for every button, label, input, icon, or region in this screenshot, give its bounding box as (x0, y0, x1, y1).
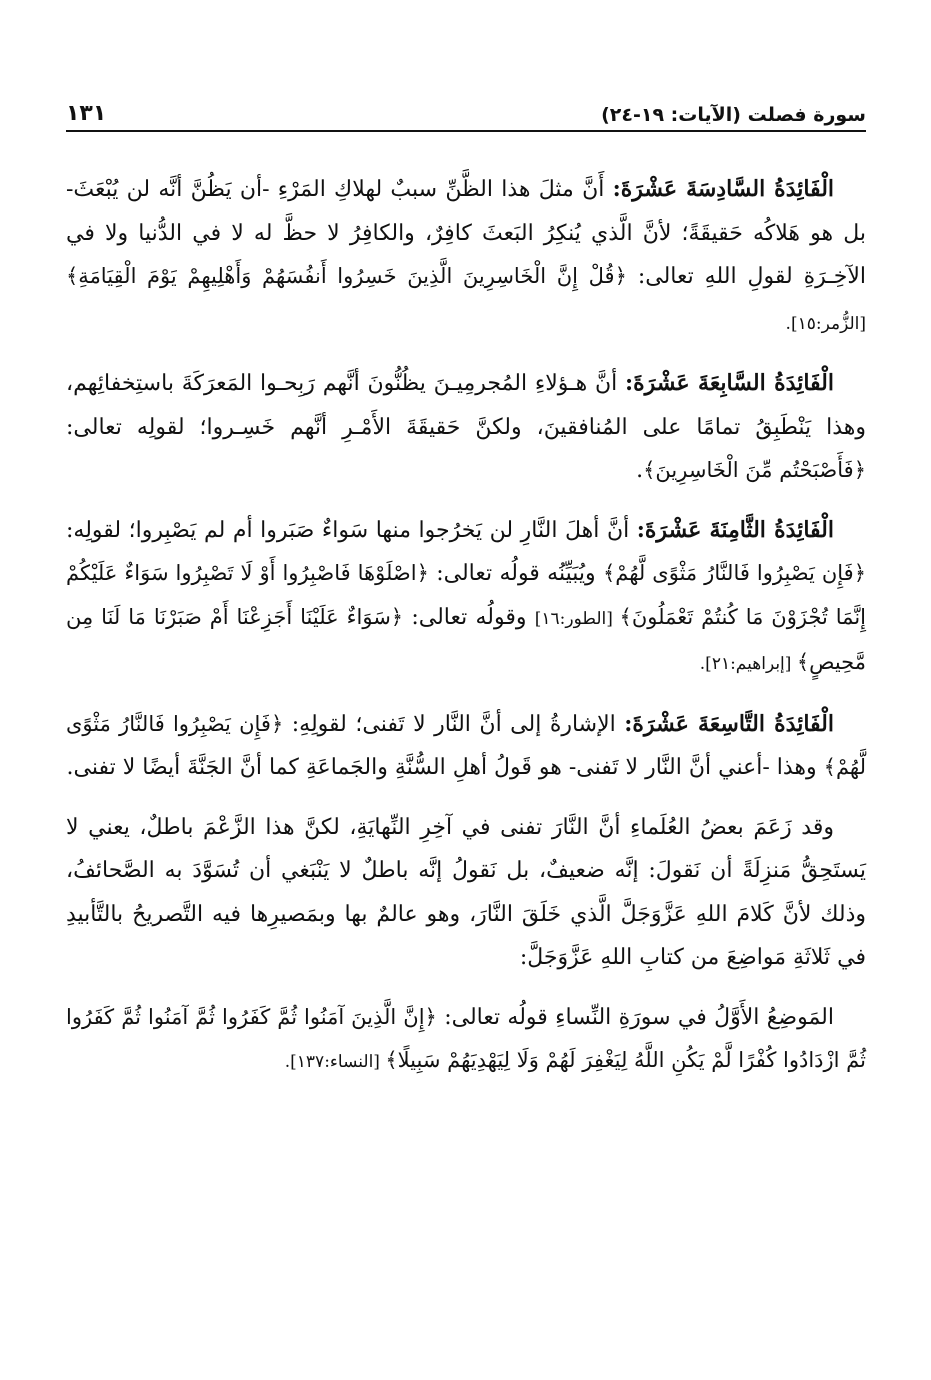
benefit-18-reference-2: [إبراهيم:٢١]. (699, 654, 797, 674)
paragraph-benefit-17 (66, 362, 866, 493)
first-place-quran: ﴿إِنَّ الَّذِينَ آمَنُوا ثُمَّ كَفَرُوا ثُمَّ آمَنُوا ثُمَّ كَفَرُوا ثُمَّ ازْدَادُوا كُفْرًا لَّمْ يَكُنِ اللَّهُ لِيَغْفِرَ لَهُمْ وَلَا لِيَهْدِيَهُمْ سَبِيلًا﴾ (66, 1004, 866, 1072)
first-place-text: المَوضِعُ الأَوَّلُ في سورَةِ النِّساءِ قولُه تعالى: (436, 1004, 834, 1030)
paragraph-benefit-18 (66, 509, 866, 687)
page-number: ١٣١ (66, 101, 107, 126)
benefit-18-quran-3: ﴿سَوَاءٌ عَلَيْنَا أَجَزِعْنَا أَمْ صَبَرْنَا مَا لَنَا مِن مَّحِيصٍ﴾ (66, 604, 866, 674)
header-title: سورة فصلت (الآيات: ١٩-٢٤) (601, 104, 866, 126)
benefit-18-quran-2: ﴿اصْلَوْهَا فَاصْبِرُوا أَوْ لَا تَصْبِرُوا سَوَاءٌ عَلَيْكُمْ إِنَّمَا تُجْزَوْنَ مَا كُنتُمْ تَعْمَلُونَ﴾ (66, 561, 867, 629)
page (66, 92, 866, 1101)
paragraph-claim-refutation (66, 806, 866, 980)
benefit-18-label: الْفَائِدَةُ الثَّامِنَةَ عَشْرَةَ: (636, 516, 834, 543)
benefit-19-quran: ﴿فَإِن يَصْبِرُوا فَالنَّارُ مَثْوًى لَّهُمْ﴾ (66, 711, 866, 779)
benefit-18-text-2: ويُبَيِّنُه قولُه تعالى: (428, 561, 603, 586)
paragraph-benefit-16 (66, 168, 866, 346)
benefit-18-text-1: أنَّ أهلَ النَّارِ لن يَخرُجوا منها سَواءٌ صَبَروا أم لم يَصْبِروا؛ لقولِه: (66, 517, 637, 543)
benefit-18-text-3: وقولُه تعالى: (403, 604, 535, 630)
page-content (66, 168, 866, 1085)
claim-refutation-text: وقد زَعَمَ بعضُ العُلَماءِ أنَّ النَّارَ تفنى في آخِرِ النِّهايَةِ، لكنَّ هذا الزَّعْمَ باطلٌ، يعني لا يَستَحِقُّ مَنزِلَةً أن نَقولَ: إنَّه ضعيفٌ، بل نَقولُ إنَّه باطلٌ لا يَنْبَغي أن تُسَوَّدَ به الصَّحائفُ، وذلك لأنَّ كَلامَ اللهِ عَزَّوَجَلَّ الَّذي خَلَقَ النَّارَ، وهو عالمٌ بها وبمَصيرِها فيه التَّصريحُ بالتَّأبيدِ في ثَلاثَةِ مَواضِعَ من كتابِ اللهِ عَزَّوَجَلَّ: (66, 814, 866, 970)
benefit-19-text-1: الإشارةُ إلى أنَّ النَّار لا تَفنى؛ لقولِهِ: (283, 711, 625, 737)
benefit-17-quran: ﴿فَأَصْبَحْتُم مِّنَ الْخَاسِرِينَ﴾ (643, 458, 866, 482)
benefit-17-text: أنَّ هـؤلاءِ المُجرمِيـنَ يظُنُّونَ أنَّهم رَبِحـوا المَعرَكَةَ باستِخفائِهم، وهذا يَنْطَبِقُ تمامًا على المُنافقينَ، ولكنَّ حَقيقَةَ الأَمْـرِ أنَّهم خَسِـروا؛ لقولِه تعالى: (66, 371, 867, 440)
benefit-18-quran-1: ﴿فَإِن يَصْبِرُوا فَالنَّارُ مَثْوًى لَّهُمْ﴾ (602, 561, 867, 585)
running-header (66, 92, 866, 132)
benefit-19-label: الْفَائِدَةُ التَّاسِعَةَ عَشْرَةَ: (624, 710, 834, 737)
benefit-17-end: . (636, 458, 644, 483)
benefit-16-label: الْفَائِدَةُ السَّادِسَةَ عَشْرَةَ: (612, 176, 835, 202)
paragraph-first-place (66, 996, 866, 1085)
benefit-19-text-2: وهذا -أعني أنَّ النَّار لا تَفنى- هو قَولُ أهلِ السُّنَّةِ والجَماعَةِ كما أنَّ الجَنَّةَ أيضًا لا تفنى. (66, 755, 824, 780)
benefit-18-reference-1: [الطور:١٦] (534, 608, 620, 629)
benefit-16-reference: [الزُّمر:١٥]. (785, 313, 866, 334)
paragraph-benefit-19 (66, 703, 866, 790)
first-place-reference: [النساء:١٣٧]. (284, 1052, 386, 1072)
benefit-16-text: أَنَّ مثلَ هذا الظَّنِّ سببٌ لهلاكِ المَرْءِ -أن يَظُنَّ أنَّه لن يُبْعَثَ- بل هو هَلاكُه حَقيقَةً؛ لأنَّ الَّذي يُنكِرُ البَعثَ كافِرٌ، والكافِرُ لا حظَّ له لا في الدُّنيا ولا في الآخِـرَةِ لقولِ اللهِ تعالى: (66, 177, 866, 289)
benefit-17-label: الْفَائِدَةُ السَّابِعَةَ عَشْرَةَ: (625, 370, 834, 396)
benefit-16-quran: ﴿قُلْ إِنَّ الْخَاسِرِينَ الَّذِينَ خَسِرُوا أَنفُسَهُمْ وَأَهْلِيهِمْ يَوْمَ الْقِيَامَةِ﴾ (66, 264, 627, 288)
